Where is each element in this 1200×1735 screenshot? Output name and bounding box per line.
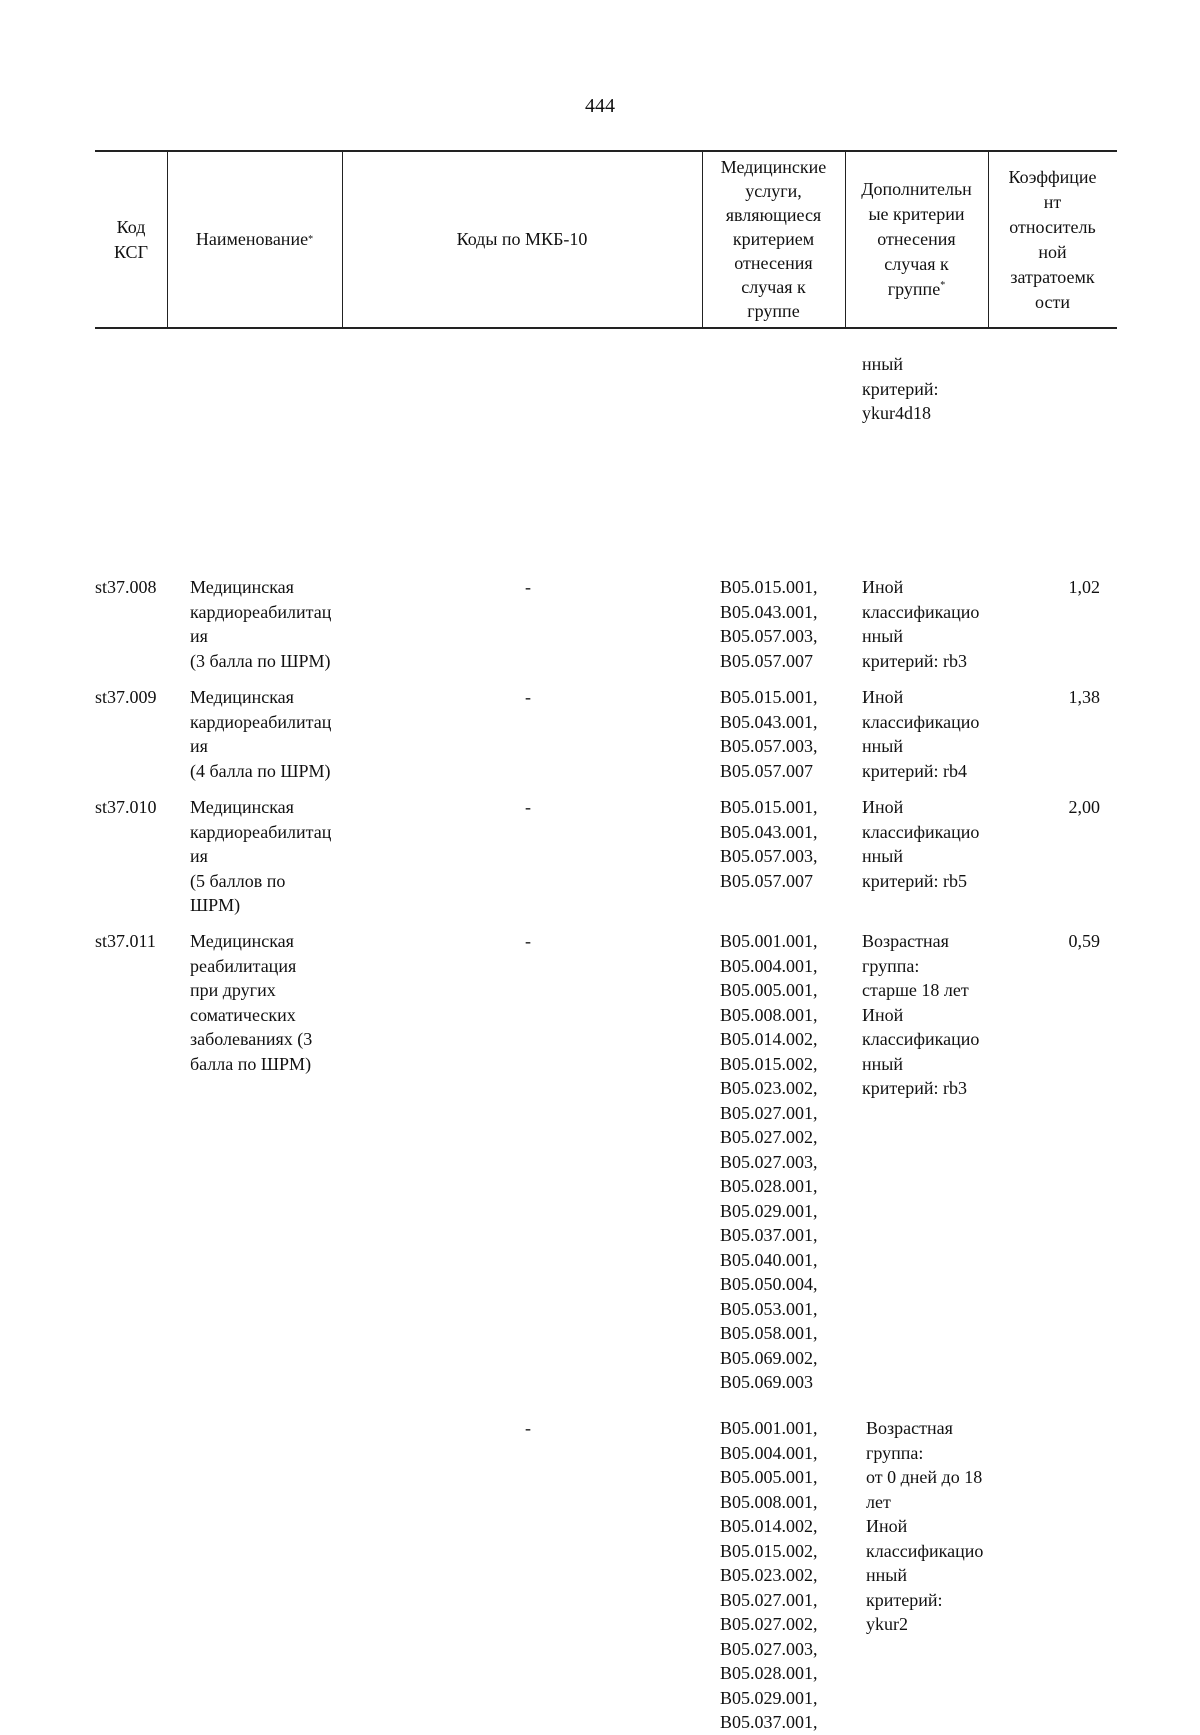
header-coef: Коэффицие нт относитель ной затратоемк ости [1008,166,1097,312]
header-name: Наименование * [195,229,314,249]
cell-name: Медицинская кардиореабилитац ия (4 балла по ШРМ) [190,687,332,781]
cell-mkb: - [525,797,531,817]
cell-services: B05.015.001, B05.043.001, B05.057.003, B05.057.007 [720,797,818,891]
header-extra: Дополнительн ые критерии отнесения случая к группе* [861,179,972,299]
header-code: Код КСГ [114,216,148,262]
cell-coef: 2,00 [1068,797,1100,817]
cell-extra: Возрастная группа: от 0 дней до 18 лет Иной классификацио нный критерий: ykur2 [866,1418,984,1634]
cell-extra: Возрастная группа: старше 18 лет Иной классификацио нный критерий: rb3 [862,931,980,1098]
cell-mkb: - [525,687,531,707]
cell-mkb: - [525,577,531,597]
cell-coef: 1,38 [1068,687,1100,707]
ksg-table [95,150,1117,1732]
cell-extra: Иной классификацио нный критерий: rb4 [862,687,980,781]
cell-code: st37.009 [95,687,157,707]
header-mkb: Коды по МКБ-10 [456,229,588,249]
page-number: 444 [585,95,615,117]
cell-extra: Иной классификацио нный критерий: rb3 [862,577,980,671]
cell-mkb: - [525,931,531,951]
cell-name: Медицинская кардиореабилитац ия (3 балла по ШРМ) [190,577,332,671]
cell-coef: 1,02 [1068,577,1100,597]
cell-extra: нный критерий: ykur4d18 [862,354,939,423]
cell-name: Медицинская реабилитация при других соматических заболеваниях (3 балла по ШРМ) [190,931,313,1074]
cell-mkb: - [525,1418,531,1438]
cell-services: B05.015.001, B05.043.001, B05.057.003, B05.057.007 [720,687,818,781]
cell-code: st37.010 [95,797,157,817]
cell-extra: Иной классификацио нный критерий: rb5 [862,797,980,891]
cell-name: Медицинская кардиореабилитац ия (5 баллов по ШРМ) [190,797,332,915]
table-header [95,150,1117,329]
cell-code: st37.011 [95,931,156,951]
cell-services: B05.015.001, B05.043.001, B05.057.003, B05.057.007 [720,577,818,671]
cell-code: st37.008 [95,577,157,597]
cell-coef: 0,59 [1068,931,1100,951]
cell-services: B05.001.001, B05.004.001, B05.005.001, B05.008.001, B05.014.002, B05.015.002, B05.023.002, B05.027.001, B05.027.002, B05.027.003, B05.028.001, B05.029.001, B05.037.001, [720,1418,818,1732]
header-services: Медицинские услуги, являющиеся критерием отнесения случая к группе [720,157,827,321]
cell-services: B05.001.001, B05.004.001, B05.005.001, B05.008.001, B05.014.002, B05.015.002, B05.023.002, B05.027.001, B05.027.002, B05.027.003, B05.028.001, B05.029.001, B05.037.001, B05.040.001, B05.050.004, B05.053.001, B05.058.001, B05.069.002, B05.069.003 [720,931,818,1392]
